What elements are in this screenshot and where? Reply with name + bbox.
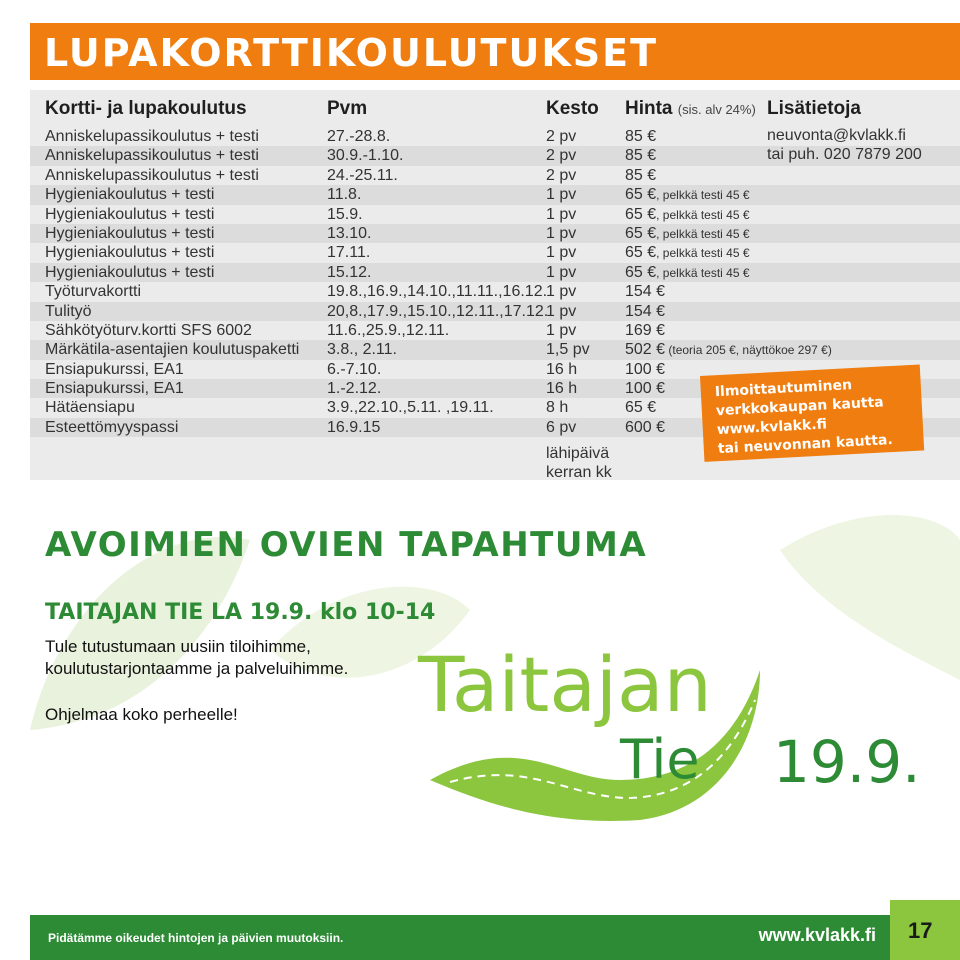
course-cell: Hygieniakoulutus + testi — [45, 205, 215, 223]
duration-cell: 1 pv — [546, 321, 577, 339]
price-cell — [625, 263, 750, 283]
price-note: , pelkkä testi 45 € — [656, 207, 750, 222]
header-price-label: Hinta — [625, 98, 673, 119]
signup-line: tai neuvonnan kautta. — [717, 432, 894, 458]
price-value: 65 € — [625, 186, 657, 204]
duration-cell: 1 pv — [546, 205, 577, 223]
price-cell — [625, 340, 832, 360]
footer-bar — [30, 915, 890, 960]
course-cell: Ensiapukurssi, EA1 — [45, 380, 184, 398]
price-value: 65 € — [625, 224, 657, 242]
price-value: 100 € — [625, 360, 666, 378]
date-cell: 3.9.,22.10.,5.11. ,19.11. — [327, 399, 494, 417]
price-value: 154 € — [625, 302, 666, 320]
header-info: Lisätietoja — [767, 98, 861, 119]
course-cell: Hygieniakoulutus + testi — [45, 224, 215, 242]
duration-cell: 1 pv — [546, 186, 577, 204]
date-cell: 13.10. — [327, 224, 372, 242]
duration-cell: 1 pv — [546, 224, 577, 242]
date-cell: 20,8.,17.9.,15.10.,12.11.,17.12. — [327, 302, 549, 320]
price-cell — [625, 224, 750, 244]
price-note: (teoria 205 €, näyttökoe 297 €) — [665, 343, 832, 358]
date-cell: 11.8. — [327, 186, 362, 204]
date-cell: 1.-2.12. — [327, 380, 382, 398]
leaf-shape-right — [780, 515, 960, 680]
price-cell — [625, 205, 750, 225]
signup-line: verkkokaupan kautta — [715, 394, 885, 420]
date-cell: 27.-28.8. — [327, 128, 391, 145]
course-cell: Sähkötyöturv.kortti SFS 6002 — [45, 321, 252, 339]
duration-cell: 1 pv — [546, 244, 577, 262]
date-cell: 16.9.15 — [327, 418, 381, 436]
price-cell — [625, 146, 656, 166]
header-duration: Kesto — [546, 98, 599, 119]
course-cell: Anniskelupassikoulutus + testi — [45, 166, 259, 184]
table-row — [30, 224, 960, 243]
price-cell — [625, 379, 665, 399]
duration-cell: 16 h — [546, 380, 578, 398]
date-cell: 11.6.,25.9.,12.11. — [327, 321, 450, 339]
event-text: Tule tutustumaan uusiin tiloihimme, — [45, 637, 311, 656]
price-cell — [625, 243, 750, 263]
contact-email: neuvonta@kvlakk.fi — [767, 127, 906, 144]
duration-cell: 1 pv — [546, 263, 577, 281]
date-cell: 24.-25.11. — [327, 166, 398, 184]
course-cell: Ensiapukurssi, EA1 — [45, 360, 184, 378]
page-number: 17 — [908, 918, 933, 943]
header-price-note: (sis. alv 24%) — [677, 102, 756, 117]
price-cell — [625, 398, 656, 418]
duration-extra-line: lähipäivä — [546, 445, 610, 462]
leaf-shape-left — [30, 537, 250, 730]
price-value: 65 € — [625, 244, 657, 262]
table-row — [30, 205, 960, 224]
course-cell: Hygieniakoulutus + testi — [45, 263, 215, 281]
date-cell: 30.9.-1.10. — [327, 147, 404, 165]
course-cell: Märkätila-asentajien koulutuspaketti — [45, 341, 300, 359]
price-cell — [625, 185, 750, 205]
date-cell: 15.9. — [327, 205, 363, 223]
logo-date: 19.9. — [773, 728, 921, 796]
table-row — [30, 282, 960, 301]
course-cell: Työturvakortti — [45, 283, 142, 301]
price-note: , pelkkä testi 45 € — [656, 265, 750, 280]
price-value: 100 € — [625, 380, 666, 398]
logo-word-taitajan: Taitajan — [418, 640, 712, 729]
price-value: 65 € — [625, 263, 657, 281]
duration-extra — [546, 444, 612, 483]
table-row — [30, 243, 960, 262]
price-value: 600 € — [625, 418, 666, 436]
price-note: , pelkkä testi 45 € — [656, 188, 750, 203]
event-text: koulutustarjontaamme ja palveluihimme. — [45, 659, 349, 678]
course-cell: Anniskelupassikoulutus + testi — [45, 128, 259, 145]
table-row — [30, 166, 960, 185]
price-value: 85 € — [625, 128, 657, 145]
duration-cell: 6 pv — [546, 418, 577, 436]
duration-extra-line: kerran kk — [546, 464, 612, 482]
signup-box — [700, 364, 924, 461]
header-date: Pvm — [327, 98, 368, 119]
table-row — [30, 263, 960, 282]
header-course: Kortti- ja lupakoulutus — [45, 98, 247, 119]
price-cell — [625, 360, 665, 380]
duration-cell: 2 pv — [546, 147, 577, 165]
signup-line: www.kvlakk.fi — [716, 416, 828, 439]
price-value: 502 € — [625, 341, 666, 359]
contact-info — [767, 126, 922, 165]
price-note: , pelkkä testi 45 € — [656, 246, 750, 261]
price-cell — [625, 418, 665, 438]
date-cell: 15.12. — [327, 263, 372, 281]
price-cell — [625, 127, 656, 147]
signup-line: Ilmoittautuminen — [714, 377, 853, 401]
course-cell: Hygieniakoulutus + testi — [45, 244, 215, 262]
price-cell — [625, 321, 665, 341]
logo-word-tie: Tie — [620, 728, 700, 791]
price-value: 65 € — [625, 399, 657, 417]
footer-disclaimer: Pidätämme oikeudet hintojen ja päivien muutoksiin. — [48, 931, 344, 945]
course-cell: Hätäensiapu — [45, 399, 135, 417]
event-title: AVOIMIEN OVIEN TAPAHTUMA — [45, 525, 648, 565]
table-row — [30, 185, 960, 204]
price-cell — [625, 166, 656, 186]
price-value: 154 € — [625, 283, 666, 301]
date-cell: 17.11. — [327, 244, 371, 262]
price-value: 85 € — [625, 147, 657, 165]
event-subtitle: TAITAJAN TIE LA 19.9. klo 10-14 — [45, 600, 436, 625]
duration-cell: 8 h — [546, 399, 569, 417]
duration-cell: 1 pv — [546, 283, 577, 301]
table-row — [30, 340, 960, 359]
header-price — [625, 98, 756, 120]
price-value: 85 € — [625, 166, 657, 184]
date-cell: 3.8., 2.11. — [327, 341, 397, 359]
page-title: LUPAKORTTIKOULUTUKSET — [44, 31, 659, 75]
contact-phone: tai puh. 020 7879 200 — [767, 146, 922, 164]
date-cell: 6.-7.10. — [327, 360, 382, 378]
price-note: , pelkkä testi 45 € — [656, 226, 750, 241]
event-text: Ohjelmaa koko perheelle! — [45, 705, 238, 724]
price-cell — [625, 282, 665, 302]
page-number-box — [890, 900, 960, 960]
course-cell: Anniskelupassikoulutus + testi — [45, 147, 259, 165]
duration-cell: 2 pv — [546, 128, 577, 145]
duration-cell: 1 pv — [546, 302, 577, 320]
course-cell: Tulityö — [45, 302, 92, 320]
duration-cell: 1,5 pv — [546, 341, 590, 359]
price-cell — [625, 302, 665, 322]
footer-url[interactable]: www.kvlakk.fi — [758, 925, 876, 945]
duration-cell: 2 pv — [546, 166, 577, 184]
price-value: 169 € — [625, 321, 666, 339]
title-banner — [30, 23, 960, 80]
course-cell: Esteettömyyspassi — [45, 418, 179, 436]
date-cell: 19.8.,16.9.,14.10.,11.11.,16.12. — [327, 283, 548, 301]
price-value: 65 € — [625, 205, 657, 223]
course-cell: Hygieniakoulutus + testi — [45, 186, 215, 204]
table-row — [30, 321, 960, 340]
duration-cell: 16 h — [546, 360, 578, 378]
table-row — [30, 302, 960, 321]
